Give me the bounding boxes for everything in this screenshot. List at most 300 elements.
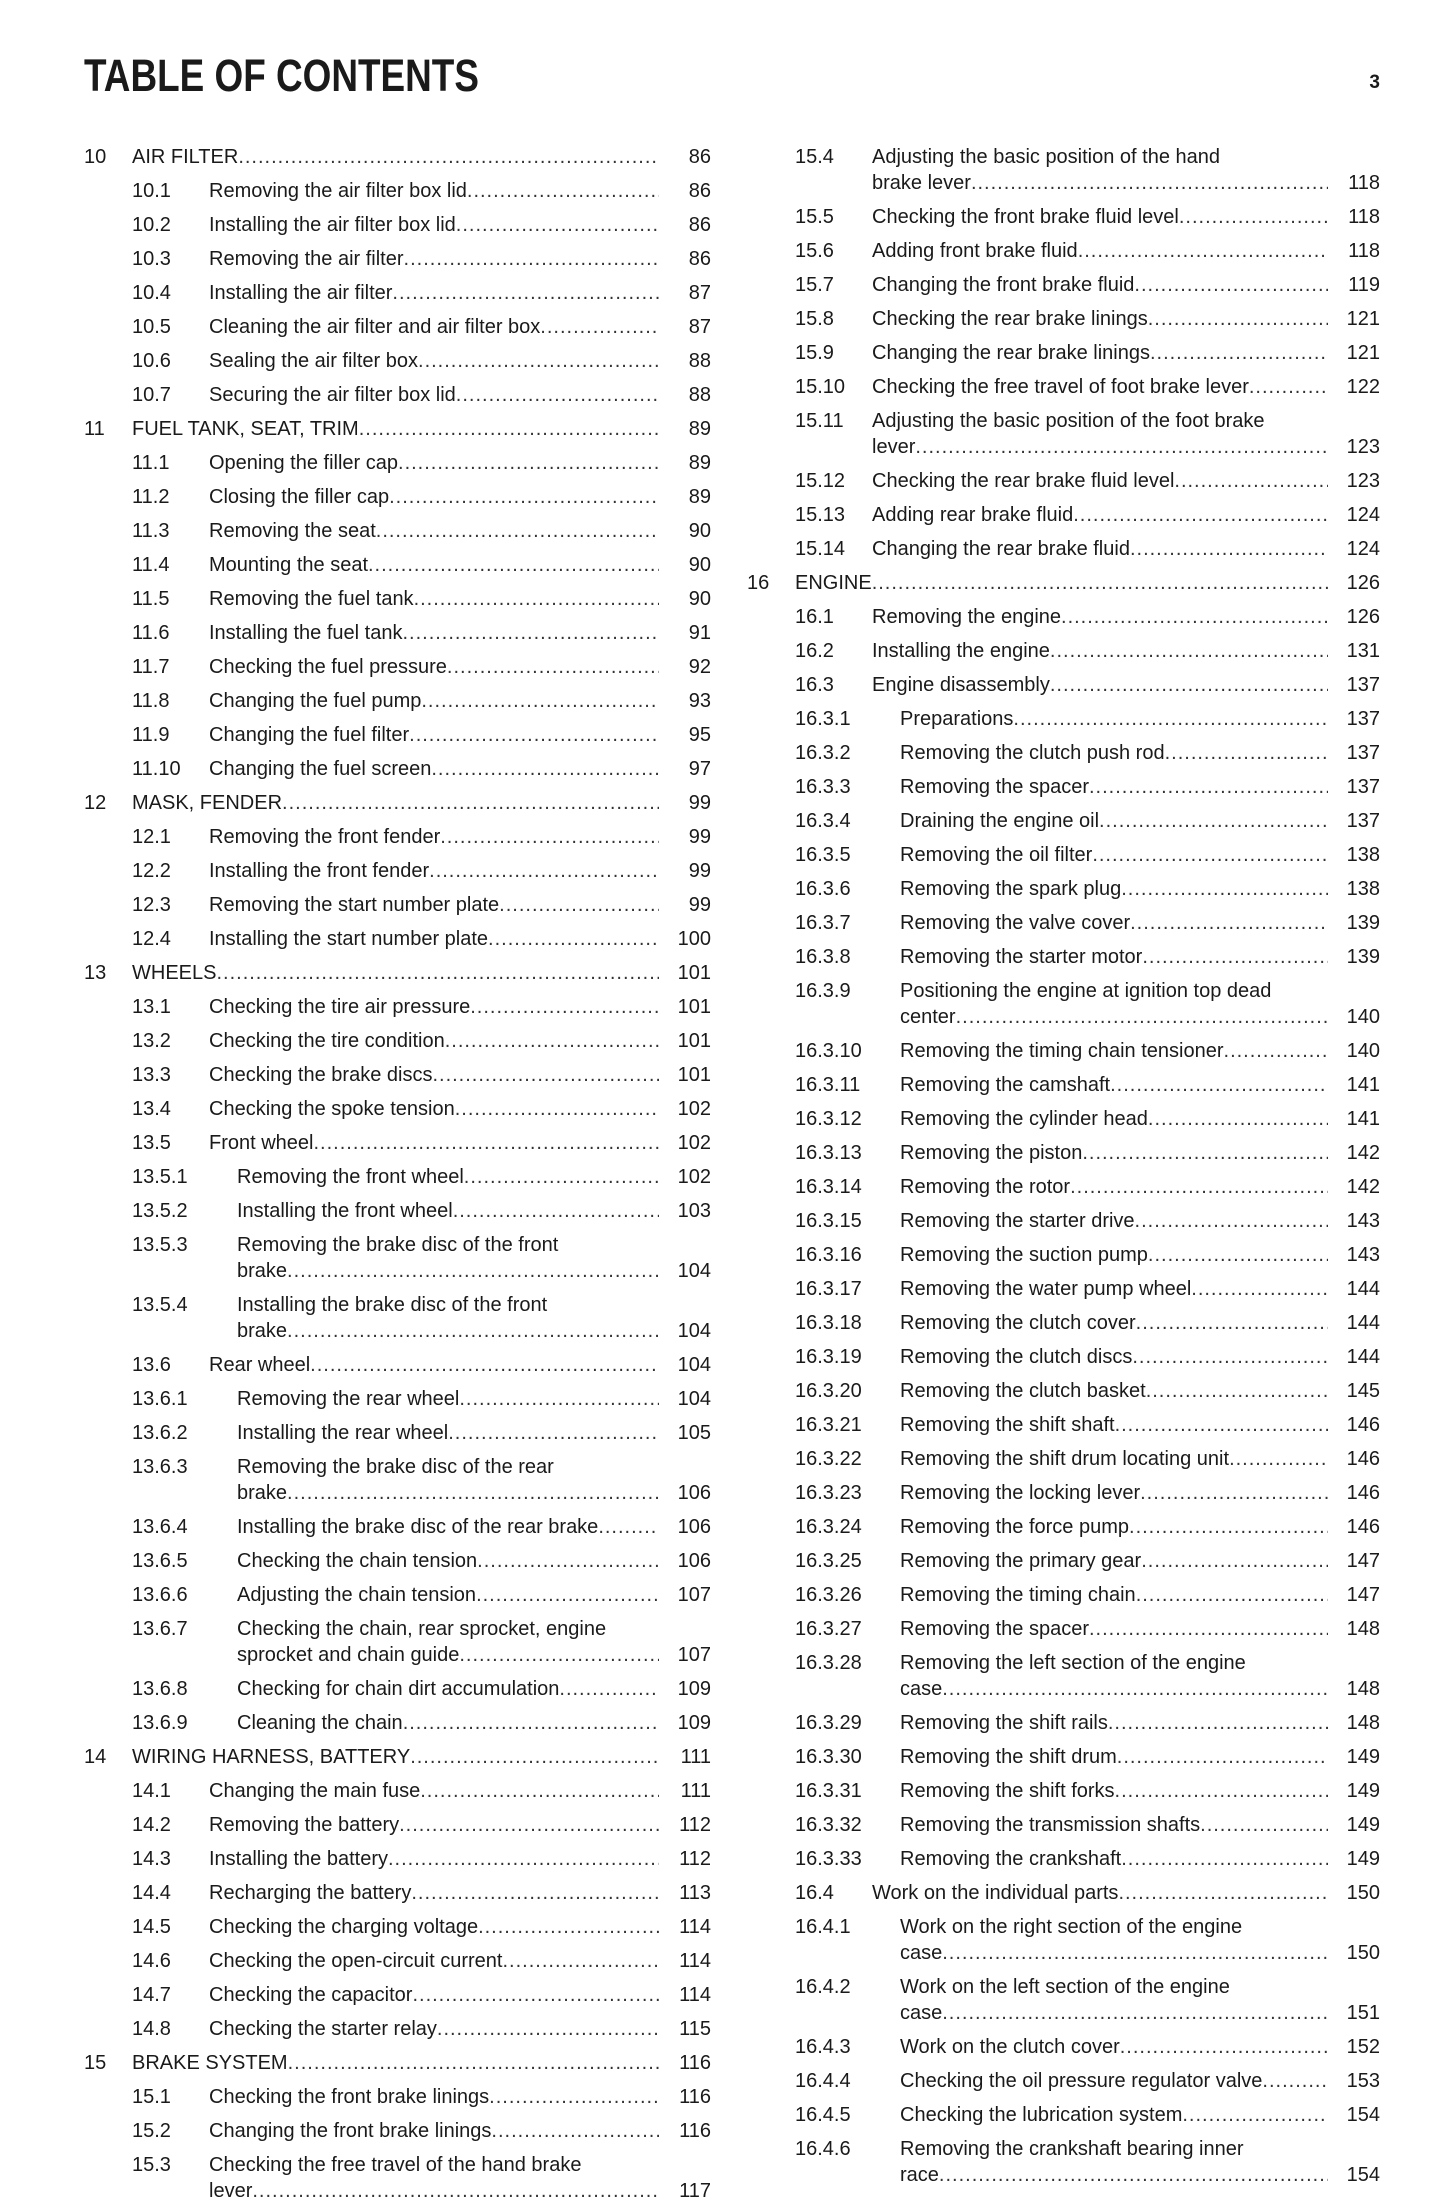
toc-entry[interactable] <box>747 874 1380 904</box>
toc-entry-number: 11.1 <box>132 452 170 474</box>
toc-entry-number: 16.3.2 <box>795 742 851 764</box>
toc-entry[interactable] <box>747 1512 1380 1542</box>
toc-entry[interactable] <box>747 704 1380 734</box>
toc-entry-page: 99 <box>688 792 711 814</box>
toc-entry[interactable] <box>84 448 711 478</box>
toc-entry-number: 16.3.30 <box>795 1746 862 1768</box>
toc-entry-number: 13.6.1 <box>132 1388 188 1410</box>
toc-entry[interactable] <box>84 720 711 750</box>
toc-entry[interactable] <box>747 1912 1380 1968</box>
toc-entry-page: 117 <box>679 2180 711 2202</box>
toc-entry-title-continued: brake <box>237 1320 288 1342</box>
toc-entry-number: 10.7 <box>132 384 171 406</box>
toc-entry-title: Removing the cylinder head <box>900 1108 1148 1130</box>
toc-entry[interactable] <box>84 516 711 546</box>
toc-entry-page: 107 <box>677 1644 711 1666</box>
toc-entry[interactable] <box>84 142 711 172</box>
toc-entry[interactable] <box>747 2032 1380 2062</box>
toc-entry[interactable] <box>84 1708 711 1738</box>
toc-entry-number: 13.6.3 <box>132 1456 188 1478</box>
toc-entry-number: 13.5.3 <box>132 1234 188 1256</box>
dot-leader <box>559 1676 659 1702</box>
dot-leader <box>942 1940 1328 1966</box>
toc-entry-page: 90 <box>688 520 711 542</box>
dot-leader <box>1136 1310 1328 1336</box>
dot-leader <box>1082 1140 1328 1166</box>
toc-entry-title: Checking the open-circuit current <box>209 1950 503 1972</box>
toc-entry-title: Removing the left section of the engine <box>900 1652 1246 1674</box>
toc-entry-title: Installing the start number plate <box>209 928 489 950</box>
toc-entry-title: Front wheel <box>209 1132 314 1154</box>
toc-entry[interactable] <box>84 380 711 410</box>
toc-entry[interactable] <box>84 1742 711 1772</box>
toc-entry-number: 16 <box>747 572 770 594</box>
toc-entry-number: 13.6.7 <box>132 1618 188 1640</box>
toc-entry[interactable] <box>84 584 711 614</box>
toc-entry-title: Removing the fuel tank <box>209 588 414 610</box>
toc-entry[interactable] <box>747 1742 1380 1772</box>
toc-entry-number: 15.3 <box>132 2154 171 2176</box>
toc-entry[interactable] <box>747 1580 1380 1610</box>
toc-entry[interactable] <box>747 1410 1380 1440</box>
dot-leader <box>1117 1744 1328 1770</box>
toc-entry[interactable] <box>747 466 1380 496</box>
toc-entry-number: 16.3.32 <box>795 1814 862 1836</box>
toc-entry-page: 106 <box>677 1550 711 1572</box>
dot-leader <box>540 314 659 340</box>
toc-entry-page: 149 <box>1346 1746 1380 1768</box>
toc-entry[interactable] <box>84 2082 711 2112</box>
toc-entry[interactable] <box>747 1070 1380 1100</box>
toc-entry[interactable] <box>747 1844 1380 1874</box>
toc-entry[interactable] <box>747 1708 1380 1738</box>
toc-entry-title: Removing the clutch basket <box>900 1380 1146 1402</box>
toc-entry[interactable] <box>747 1878 1380 1908</box>
toc-entry-page: 105 <box>677 1422 711 1444</box>
toc-entry-title: Removing the battery <box>209 1814 400 1836</box>
toc-entry[interactable] <box>84 2116 711 2146</box>
toc-entry-title: Work on the left section of the engine <box>900 1976 1230 1998</box>
toc-entry[interactable] <box>747 304 1380 334</box>
toc-entry[interactable] <box>747 1240 1380 1270</box>
toc-entry-title: Removing the primary gear <box>900 1550 1142 1572</box>
toc-entry[interactable] <box>84 176 711 206</box>
toc-entry[interactable] <box>84 1162 711 1192</box>
toc-entry-page: 118 <box>1348 240 1380 262</box>
dot-leader <box>411 1880 659 1906</box>
dot-leader <box>404 246 659 272</box>
toc-entry[interactable] <box>747 338 1380 368</box>
toc-entry[interactable] <box>747 636 1380 666</box>
toc-entry-title: Checking the front brake fluid level <box>872 206 1179 228</box>
dot-leader <box>1224 1038 1328 1064</box>
toc-entry-title: Removing the starter motor <box>900 946 1143 968</box>
toc-entry[interactable] <box>747 1138 1380 1168</box>
toc-entry[interactable] <box>747 1036 1380 1066</box>
toc-entry[interactable] <box>84 754 711 784</box>
dot-leader <box>459 1386 659 1412</box>
toc-entry-page: 152 <box>1346 2036 1380 2058</box>
toc-entry-page: 145 <box>1346 1380 1380 1402</box>
dot-leader <box>1148 306 1328 332</box>
toc-entry[interactable] <box>747 738 1380 768</box>
toc-entry-page: 118 <box>1348 172 1380 194</box>
toc-entry-number: 11.2 <box>132 486 170 508</box>
toc-entry-number: 11.9 <box>132 724 170 746</box>
toc-entry-page: 115 <box>679 2018 711 2040</box>
toc-entry-number: 16.3.23 <box>795 1482 862 1504</box>
toc-entry-page: 147 <box>1346 1584 1380 1606</box>
toc-entry[interactable] <box>84 1196 711 1226</box>
dot-leader <box>971 170 1328 196</box>
toc-entry-page: 126 <box>1346 572 1380 594</box>
toc-entry-number: 16.3.9 <box>795 980 851 1002</box>
toc-entry-title-continued: lever <box>209 2180 253 2202</box>
toc-entry[interactable] <box>84 1128 711 1158</box>
toc-entry-number: 16.3.27 <box>795 1618 862 1640</box>
toc-entry-number: 11.8 <box>132 690 170 712</box>
toc-entry[interactable] <box>747 1308 1380 1338</box>
dot-leader <box>287 1258 659 1284</box>
toc-entry-number: 16.3.28 <box>795 1652 862 1674</box>
toc-entry-title: Checking the brake discs <box>209 1064 433 1086</box>
dot-leader <box>470 994 659 1020</box>
toc-entry[interactable] <box>84 1290 711 1346</box>
toc-entry[interactable] <box>747 942 1380 972</box>
toc-entry[interactable] <box>84 550 711 580</box>
toc-entry-title: Work on the right section of the engine <box>900 1916 1243 1938</box>
toc-entry-title: Changing the fuel filter <box>209 724 410 746</box>
toc-entry-title: Removing the crankshaft <box>900 1848 1122 1870</box>
toc-entry-number: 10.3 <box>132 248 171 270</box>
toc-entry[interactable] <box>747 534 1380 564</box>
toc-entry[interactable] <box>84 1546 711 1576</box>
toc-entry[interactable] <box>84 618 711 648</box>
toc-entry[interactable] <box>747 1972 1380 2028</box>
dot-leader <box>453 1198 659 1224</box>
toc-entry-page: 149 <box>1346 1780 1380 1802</box>
toc-entry-page: 86 <box>688 214 711 236</box>
toc-entry[interactable] <box>747 1376 1380 1406</box>
toc-entry[interactable] <box>747 500 1380 530</box>
toc-entry[interactable] <box>84 1580 711 1610</box>
toc-entry-number: 15.2 <box>132 2120 171 2142</box>
dot-leader <box>403 1710 659 1736</box>
toc-entry-number: 16.3.14 <box>795 1176 862 1198</box>
dot-leader <box>1013 706 1328 732</box>
toc-entry-title-continued: case <box>900 2002 943 2024</box>
toc-entry-title: Work on the clutch cover <box>900 2036 1120 2058</box>
toc-entry[interactable] <box>747 142 1380 198</box>
toc-entry-number: 11.6 <box>132 622 170 644</box>
toc-entry[interactable] <box>747 2100 1380 2130</box>
toc-entry[interactable] <box>84 482 711 512</box>
toc-entry-number: 16.3.26 <box>795 1584 862 1606</box>
toc-entry-page: 146 <box>1346 1448 1380 1470</box>
toc-entry-title: Checking the starter relay <box>209 2018 437 2040</box>
toc-entry-title: Removing the transmission shafts <box>900 1814 1201 1836</box>
dot-leader <box>1142 944 1328 970</box>
toc-entry-title-continued: race <box>900 2164 939 2186</box>
toc-entry-number: 16.3.19 <box>795 1346 862 1368</box>
dot-leader <box>1092 842 1328 868</box>
toc-entry-title: Mounting the seat <box>209 554 368 576</box>
toc-entry-page: 112 <box>679 1814 711 1836</box>
toc-entry[interactable] <box>747 1776 1380 1806</box>
toc-entry[interactable] <box>747 908 1380 938</box>
toc-entry-title: Removing the clutch discs <box>900 1346 1133 1368</box>
toc-entry[interactable] <box>84 788 711 818</box>
toc-entry[interactable] <box>84 1980 711 2010</box>
toc-entry[interactable] <box>747 2134 1380 2190</box>
toc-entry[interactable] <box>84 1060 711 1090</box>
toc-entry-title: MASK, FENDER <box>132 792 283 814</box>
toc-entry[interactable] <box>84 1674 711 1704</box>
dot-leader <box>1129 1514 1328 1540</box>
dot-leader <box>456 382 659 408</box>
toc-entry[interactable] <box>747 1478 1380 1508</box>
toc-entry[interactable] <box>747 1206 1380 1236</box>
toc-entry-page: 122 <box>1346 376 1380 398</box>
toc-entry[interactable] <box>84 2150 711 2206</box>
toc-entry-page: 104 <box>677 1320 711 1342</box>
dot-leader <box>1130 910 1328 936</box>
toc-entry[interactable] <box>84 312 711 342</box>
toc-entry-number: 16.3.31 <box>795 1780 862 1802</box>
toc-entry-number: 11.3 <box>132 520 170 542</box>
toc-entry-page: 137 <box>1346 742 1380 764</box>
dot-leader <box>1130 536 1328 562</box>
toc-entry-page: 148 <box>1346 1618 1380 1640</box>
toc-entry[interactable] <box>747 1648 1380 1704</box>
toc-entry-title: Removing the front fender <box>209 826 441 848</box>
toc-entry-number: 10.5 <box>132 316 171 338</box>
toc-entry[interactable] <box>84 1384 711 1414</box>
toc-entry-page: 140 <box>1346 1006 1380 1028</box>
dot-leader <box>1073 502 1328 528</box>
toc-entry-number: 14.3 <box>132 1848 171 1870</box>
toc-entry-title: Checking the oil pressure regulator valve <box>900 2070 1263 2092</box>
toc-entry-page: 107 <box>677 1584 711 1606</box>
toc-entry[interactable] <box>84 1810 711 1840</box>
toc-entry-page: 97 <box>688 758 711 780</box>
toc-entry[interactable] <box>747 1342 1380 1372</box>
toc-entry-title: BRAKE SYSTEM <box>132 2052 288 2074</box>
toc-entry-page: 141 <box>1346 1108 1380 1130</box>
toc-entry[interactable] <box>84 1776 711 1806</box>
toc-entry[interactable] <box>747 1810 1380 1840</box>
toc-entry-page: 153 <box>1346 2070 1380 2092</box>
toc-entry-number: 12.1 <box>132 826 171 848</box>
toc-entry[interactable] <box>747 2066 1380 2096</box>
toc-entry[interactable] <box>747 236 1380 266</box>
toc-entry-page: 144 <box>1346 1278 1380 1300</box>
toc-entry-page: 150 <box>1346 1942 1380 1964</box>
dot-leader <box>942 2000 1328 2026</box>
toc-entry-title: Installing the brake disc of the front <box>237 1294 548 1316</box>
toc-entry-number: 13.5.2 <box>132 1200 188 1222</box>
toc-entry-number: 16.3.21 <box>795 1414 862 1436</box>
toc-entry-title-continued: center <box>900 1006 956 1028</box>
toc-entry-page: 87 <box>688 316 711 338</box>
toc-entry[interactable] <box>84 652 711 682</box>
toc-entry[interactable] <box>747 1172 1380 1202</box>
toc-entry-page: 90 <box>688 554 711 576</box>
toc-entry[interactable] <box>84 1512 711 1542</box>
toc-entry[interactable] <box>747 670 1380 700</box>
toc-entry-page: 101 <box>677 1064 711 1086</box>
toc-entry[interactable] <box>84 1614 711 1670</box>
toc-entry-page: 106 <box>677 1482 711 1504</box>
toc-entry-title: Removing the shift drum <box>900 1746 1117 1768</box>
toc-entry[interactable] <box>747 1614 1380 1644</box>
toc-entry-title: Removing the shift forks <box>900 1780 1115 1802</box>
toc-entry-number: 15.14 <box>795 538 846 560</box>
toc-entry[interactable] <box>84 414 711 444</box>
toc-entry[interactable] <box>84 2048 711 2078</box>
dot-leader <box>314 1130 660 1156</box>
dot-leader <box>1120 2034 1328 2060</box>
toc-entry-page: 90 <box>688 588 711 610</box>
toc-entry-page: 123 <box>1346 470 1380 492</box>
toc-entry-title: Checking the tire air pressure <box>209 996 471 1018</box>
dot-leader <box>872 570 1328 596</box>
toc-entry[interactable] <box>84 1094 711 1124</box>
toc-entry-page: 101 <box>677 1030 711 1052</box>
toc-entry-number: 16.2 <box>795 640 834 662</box>
toc-entry-number: 16.4.5 <box>795 2104 851 2126</box>
toc-entry-number: 14.7 <box>132 1984 171 2006</box>
toc-entry-number: 10.4 <box>132 282 171 304</box>
toc-entry[interactable] <box>747 270 1380 300</box>
toc-entry[interactable] <box>84 1230 711 1286</box>
toc-entry-title: AIR FILTER <box>132 146 239 168</box>
toc-entry-number: 13.6.5 <box>132 1550 188 1572</box>
toc-entry-page: 139 <box>1346 946 1380 968</box>
dot-leader <box>456 212 659 238</box>
toc-entry[interactable] <box>747 772 1380 802</box>
toc-entry[interactable] <box>84 1350 711 1380</box>
toc-entry[interactable] <box>84 1418 711 1448</box>
dot-leader <box>409 722 659 748</box>
dot-leader <box>398 450 659 476</box>
toc-entry-number: 11 <box>84 418 105 440</box>
toc-entry-page: 143 <box>1346 1244 1380 1266</box>
toc-entry-number: 13.4 <box>132 1098 171 1120</box>
toc-entry-title: Changing the front brake fluid <box>872 274 1135 296</box>
toc-entry[interactable] <box>747 568 1380 598</box>
toc-entry-title: Rear wheel <box>209 1354 311 1376</box>
toc-entry[interactable] <box>84 210 711 240</box>
dot-leader <box>467 178 659 204</box>
toc-entry[interactable] <box>84 1912 711 1942</box>
dot-leader <box>1179 204 1328 230</box>
toc-entry[interactable] <box>84 992 711 1022</box>
toc-entry[interactable] <box>747 202 1380 232</box>
toc-entry-page: 88 <box>688 350 711 372</box>
toc-entry[interactable] <box>747 976 1380 1032</box>
toc-entry[interactable] <box>84 958 711 988</box>
toc-entry-title: Removing the crankshaft bearing inner <box>900 2138 1244 2160</box>
toc-entry[interactable] <box>84 346 711 376</box>
toc-entry-page: 119 <box>1348 274 1380 296</box>
toc-entry[interactable] <box>84 1844 711 1874</box>
toc-entry[interactable] <box>747 1104 1380 1134</box>
toc-entry-number: 16.3.24 <box>795 1516 862 1538</box>
toc-entry[interactable] <box>747 1444 1380 1474</box>
dot-leader <box>1165 740 1328 766</box>
dot-leader <box>414 586 659 612</box>
toc-entry[interactable] <box>747 840 1380 870</box>
toc-entry-number: 13.6 <box>132 1354 171 1376</box>
toc-entry[interactable] <box>84 1026 711 1056</box>
toc-entry-page: 88 <box>688 384 711 406</box>
toc-entry-number: 16.3.12 <box>795 1108 862 1130</box>
toc-entry-title: Removing the piston <box>900 1142 1083 1164</box>
toc-entry[interactable] <box>747 1274 1380 1304</box>
toc-entry[interactable] <box>747 372 1380 402</box>
toc-entry[interactable] <box>84 2014 711 2044</box>
toc-entry[interactable] <box>84 1452 711 1508</box>
toc-entry-number: 13.3 <box>132 1064 171 1086</box>
toc-entry[interactable] <box>84 1946 711 1976</box>
toc-entry-title: Installing the engine <box>872 640 1050 662</box>
toc-entry[interactable] <box>747 806 1380 836</box>
toc-entry-number: 11.5 <box>132 588 170 610</box>
toc-entry[interactable] <box>84 822 711 852</box>
toc-entry[interactable] <box>84 686 711 716</box>
toc-entry-title-continued: brake lever <box>872 172 971 194</box>
toc-column-right <box>747 142 1380 2194</box>
toc-entry-title: Removing the force pump <box>900 1516 1130 1538</box>
dot-leader <box>1099 808 1328 834</box>
toc-entry[interactable] <box>84 1878 711 1908</box>
toc-entry-page: 106 <box>677 1516 711 1538</box>
toc-entry-title: Removing the rear wheel <box>237 1388 460 1410</box>
toc-entry[interactable] <box>747 602 1380 632</box>
toc-entry-number: 15.12 <box>795 470 846 492</box>
dot-leader <box>1136 1582 1328 1608</box>
toc-entry-page: 137 <box>1346 674 1380 696</box>
toc-entry-number: 14.5 <box>132 1916 171 1938</box>
toc-entry-page: 91 <box>688 622 711 644</box>
toc-entry-title: Changing the front brake linings <box>209 2120 492 2142</box>
toc-entry-page: 142 <box>1346 1176 1380 1198</box>
toc-entry-number: 15.11 <box>795 410 844 432</box>
toc-entry[interactable] <box>84 924 711 954</box>
dot-leader <box>448 1420 659 1446</box>
toc-entry-page: 102 <box>677 1132 711 1154</box>
toc-entry[interactable] <box>84 278 711 308</box>
toc-entry-title: Preparations <box>900 708 1014 730</box>
toc-entry-page: 93 <box>688 690 711 712</box>
toc-entry[interactable] <box>84 890 711 920</box>
toc-entry[interactable] <box>747 1546 1380 1576</box>
dot-leader <box>410 1744 659 1770</box>
toc-entry-number: 16.3 <box>795 674 834 696</box>
dot-leader <box>1141 1548 1328 1574</box>
toc-entry-page: 112 <box>679 1848 711 1870</box>
toc-entry-page: 139 <box>1346 912 1380 934</box>
toc-entry[interactable] <box>84 244 711 274</box>
toc-entry[interactable] <box>747 406 1380 462</box>
dot-leader <box>464 1164 659 1190</box>
dot-leader <box>1140 1480 1328 1506</box>
dot-leader <box>420 1778 659 1804</box>
toc-entry[interactable] <box>84 856 711 886</box>
toc-entry-number: 14.6 <box>132 1950 171 1972</box>
toc-entry-page: 148 <box>1346 1712 1380 1734</box>
